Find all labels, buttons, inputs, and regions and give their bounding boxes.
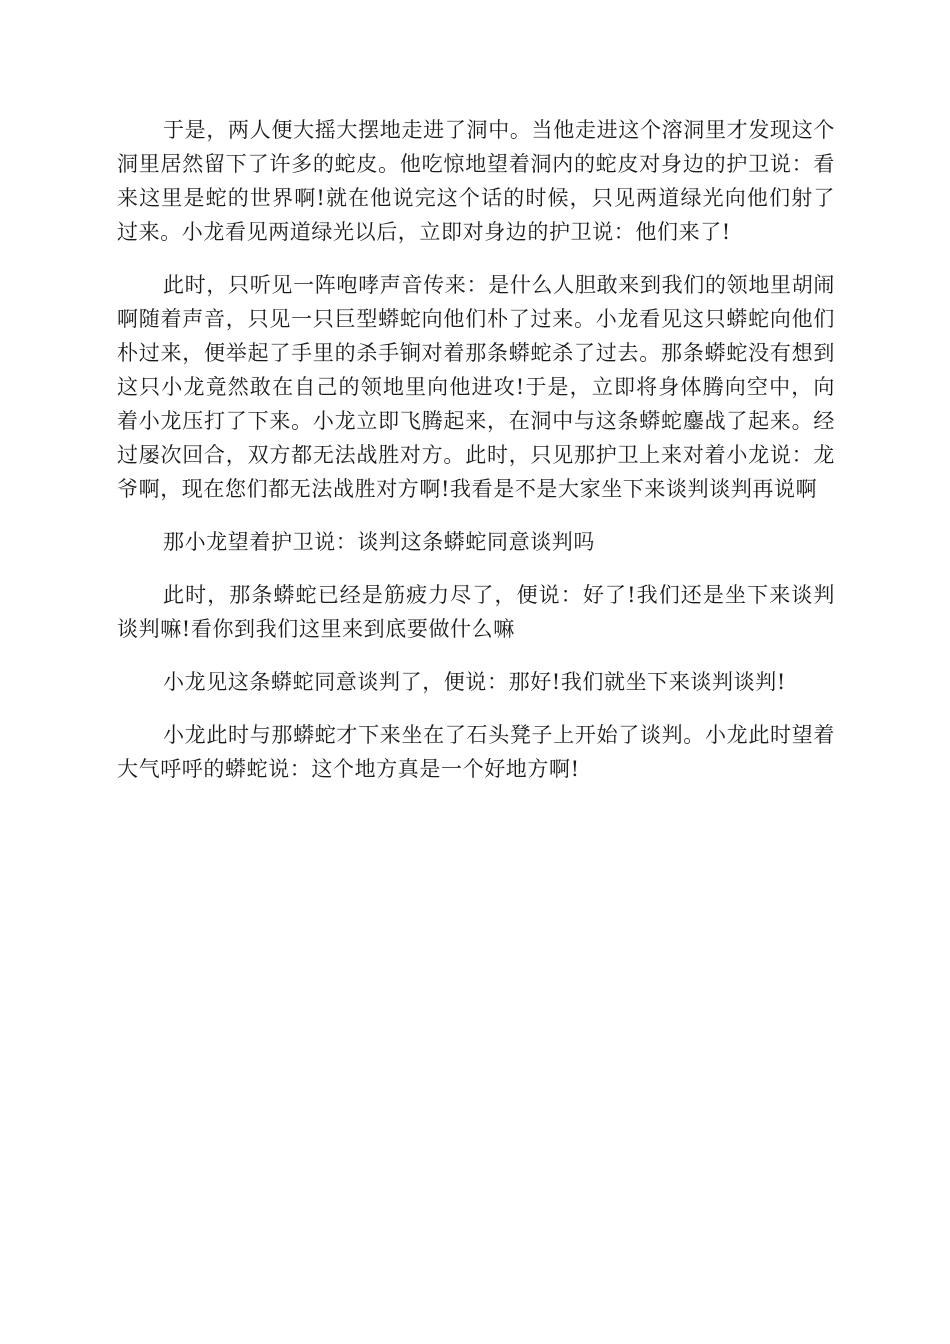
paragraph-1: 于是，两人便大摇大摆地走进了洞中。当他走进这个溶洞里才发现这个洞里居然留下了许多的蛇皮。他吃惊地望着洞内的蛇皮对身边的护卫说：看来这里是蛇的世界啊!就在他说完这个话的时候，只见两道绿光向他们射了过来。小龙看见两道绿光以后，立即对身边的护卫说：他们来了! — [117, 118, 835, 244]
paragraph-6: 小龙此时与那蟒蛇才下来坐在了石头凳子上开始了谈判。小龙此时望着大气呼呼的蟒蛇说：这个地方真是一个好地方啊! — [117, 723, 835, 781]
paragraph-3: 那小龙望着护卫说：谈判这条蟒蛇同意谈判吗 — [163, 530, 595, 554]
paragraph-2: 此时，只听见一阵咆哮声音传来：是什么人胆敢来到我们的领地里胡闹啊随着声音，只见一只巨型蟒蛇向他们朴了过来。小龙看见这只蟒蛇向他们朴过来，便举起了手里的杀手锏对着那条蟒蛇杀了过去。那条蟒蛇没有想到这只小龙竟然敢在自己的领地里向他进攻!于是，立即将身体腾向空中，向着小龙压打了下来。小龙立即飞腾起来，在洞中与这条蟒蛇鏖战了起来。经过屡次回合，双方都无法战胜对方。此时，只见那护卫上来对着小龙说：龙爷啊，现在您们都无法战胜对方啊!我看是不是大家坐下来谈判谈判再说啊 — [117, 273, 835, 501]
paragraph-5: 小龙见这条蟒蛇同意谈判了，便说：那好!我们就坐下来谈判谈判! — [163, 670, 786, 694]
paragraph-4: 此时，那条蟒蛇已经是筋疲力尽了，便说：好了!我们还是坐下来谈判谈判嘛!看你到我们这里来到底要做什么嘛 — [117, 583, 835, 641]
document-body — [117, 113, 835, 805]
